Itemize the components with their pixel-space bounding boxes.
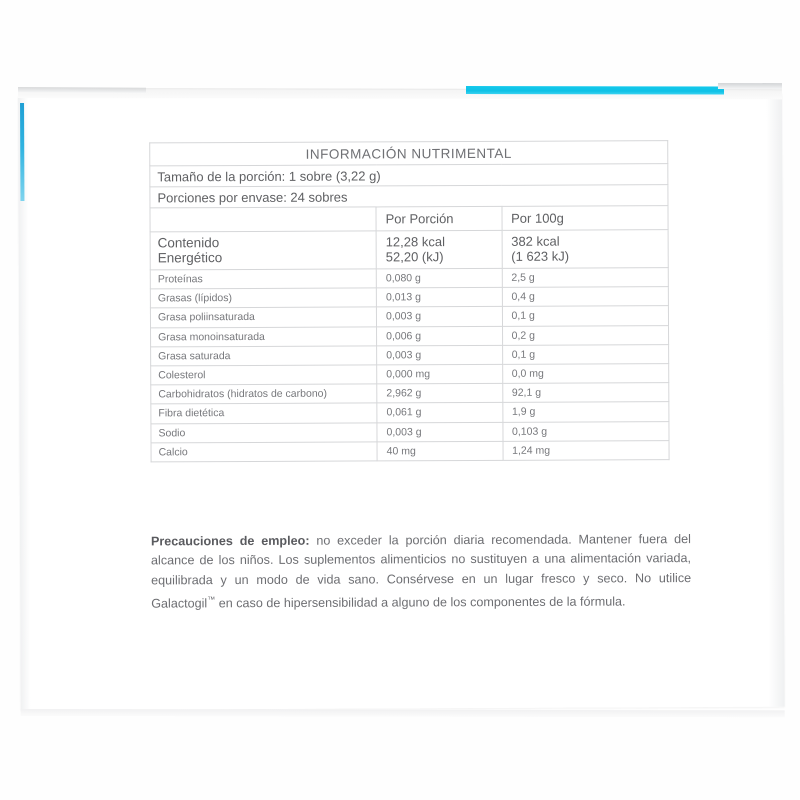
nutrient-name: Fibra dietética (151, 403, 377, 423)
carton-top-left-bevel (18, 87, 146, 93)
nutrient-name: Grasa monoinsaturada (151, 327, 377, 347)
servings-per-container-row (150, 185, 668, 208)
nutrition-title-row (150, 141, 668, 166)
servings-per-container-text: Porciones por envase: 24 sobres (150, 185, 668, 208)
column-header-per-100g: Por 100g (502, 206, 669, 231)
nutrient-value-per-serving: 2,962 g (377, 384, 503, 404)
column-header-row (150, 206, 668, 232)
nutrient-name: Calcio (151, 442, 377, 462)
nutrient-row (150, 287, 668, 308)
nutrient-value-per-100g: 0,2 g (502, 325, 669, 345)
nutrient-value-per-100g: 0,0 mg (502, 364, 669, 384)
precautions-body-before-brand: no exceder la porción diaria recomendada. Mantener fuera del alcance de los niños. Los suplementos alimenticios no sustituyen a una alimentación variada, equilibrada y un modo de vida sano. Consérvese en un lugar fresco y seco. No utilice Galactogil (150, 531, 692, 611)
nutrient-value-per-serving: 0,003 g (377, 345, 503, 365)
serving-size-row (150, 164, 668, 187)
column-header-per-serving: Por Porción (376, 206, 502, 231)
energy-per-100g-kj: (1 623 kJ) (511, 248, 570, 264)
energy-per-100g-kcal: 382 kcal (511, 233, 560, 249)
energy-row (150, 230, 668, 270)
nutrient-value-per-100g: 0,4 g (502, 287, 669, 307)
energy-label-cell (150, 231, 376, 270)
nutrient-value-per-100g: 2,5 g (502, 268, 669, 288)
nutrient-value-per-100g: 1,9 g (502, 402, 669, 422)
nutrient-row (151, 383, 669, 404)
nutrient-value-per-serving: 0,003 g (376, 307, 502, 327)
nutrient-row (151, 325, 669, 346)
nutrient-row (150, 306, 668, 327)
energy-per-serving-kj: 52,20 (kJ) (385, 249, 444, 265)
precautions-paragraph (151, 530, 691, 615)
nutrition-table-body (150, 141, 669, 270)
nutrient-value-per-serving: 40 mg (377, 441, 503, 461)
nutrient-value-per-serving: 0,003 g (377, 422, 503, 442)
nutrient-name: Colesterol (151, 365, 377, 385)
carton-bottom-edge (21, 709, 785, 717)
nutrient-name: Grasa saturada (151, 346, 377, 366)
serving-size-text: Tamaño de la porción: 1 sobre (3,22 g) (150, 164, 668, 187)
nutrient-name: Grasas (lípidos) (150, 288, 376, 308)
nutrient-row (151, 421, 669, 442)
nutrient-name: Sodio (151, 422, 377, 442)
nutrient-value-per-serving: 0,080 g (376, 268, 502, 288)
nutrient-name: Carbohidratos (hidratos de carbono) (151, 384, 377, 404)
trademark-symbol: ™ (207, 595, 216, 605)
product-carton (18, 93, 785, 710)
blue-accent-strip (20, 103, 24, 201)
nutrient-rows-body (150, 268, 669, 462)
energy-label-line1: Contenido (157, 235, 220, 251)
nutrient-value-per-serving: 0,000 mg (377, 364, 503, 384)
energy-label-line2: Energético (157, 250, 223, 266)
nutrient-row (151, 364, 669, 385)
nutrition-title: INFORMACIÓN NUTRIMENTAL (150, 141, 668, 166)
nutrient-row (150, 268, 668, 289)
energy-per-serving-cell (376, 230, 502, 269)
nutrient-value-per-serving: 0,006 g (377, 326, 503, 346)
nutrient-name: Grasa poliinsaturada (150, 307, 376, 327)
column-header-name (150, 207, 376, 232)
energy-per-100g-cell (502, 230, 669, 269)
cyan-accent-stripe (466, 86, 724, 94)
nutrient-value-per-100g: 0,103 g (502, 421, 669, 441)
nutrient-row (151, 344, 669, 365)
nutrient-value-per-100g: 1,24 mg (503, 440, 670, 460)
nutrient-value-per-100g: 0,1 g (502, 344, 669, 364)
nutrient-row (151, 402, 669, 423)
precautions-body-after-brand: en caso de hipersensibilidad a alguno de los componentes de la fórmula. (215, 594, 626, 611)
carton-top-right-bevel (718, 83, 782, 89)
nutrient-value-per-serving: 0,061 g (377, 403, 503, 423)
carton-right-edge-shading (766, 93, 785, 707)
nutrient-value-per-100g: 0,1 g (502, 306, 669, 326)
precautions-heading: Precauciones de empleo: (150, 533, 310, 549)
nutrient-value-per-serving: 0,013 g (376, 288, 502, 308)
nutrient-name: Proteínas (150, 269, 376, 289)
energy-per-serving-kcal: 12,28 kcal (385, 234, 445, 250)
nutrient-value-per-100g: 92,1 g (502, 383, 669, 403)
nutrition-facts-table (149, 140, 669, 462)
nutrient-row (151, 440, 669, 461)
